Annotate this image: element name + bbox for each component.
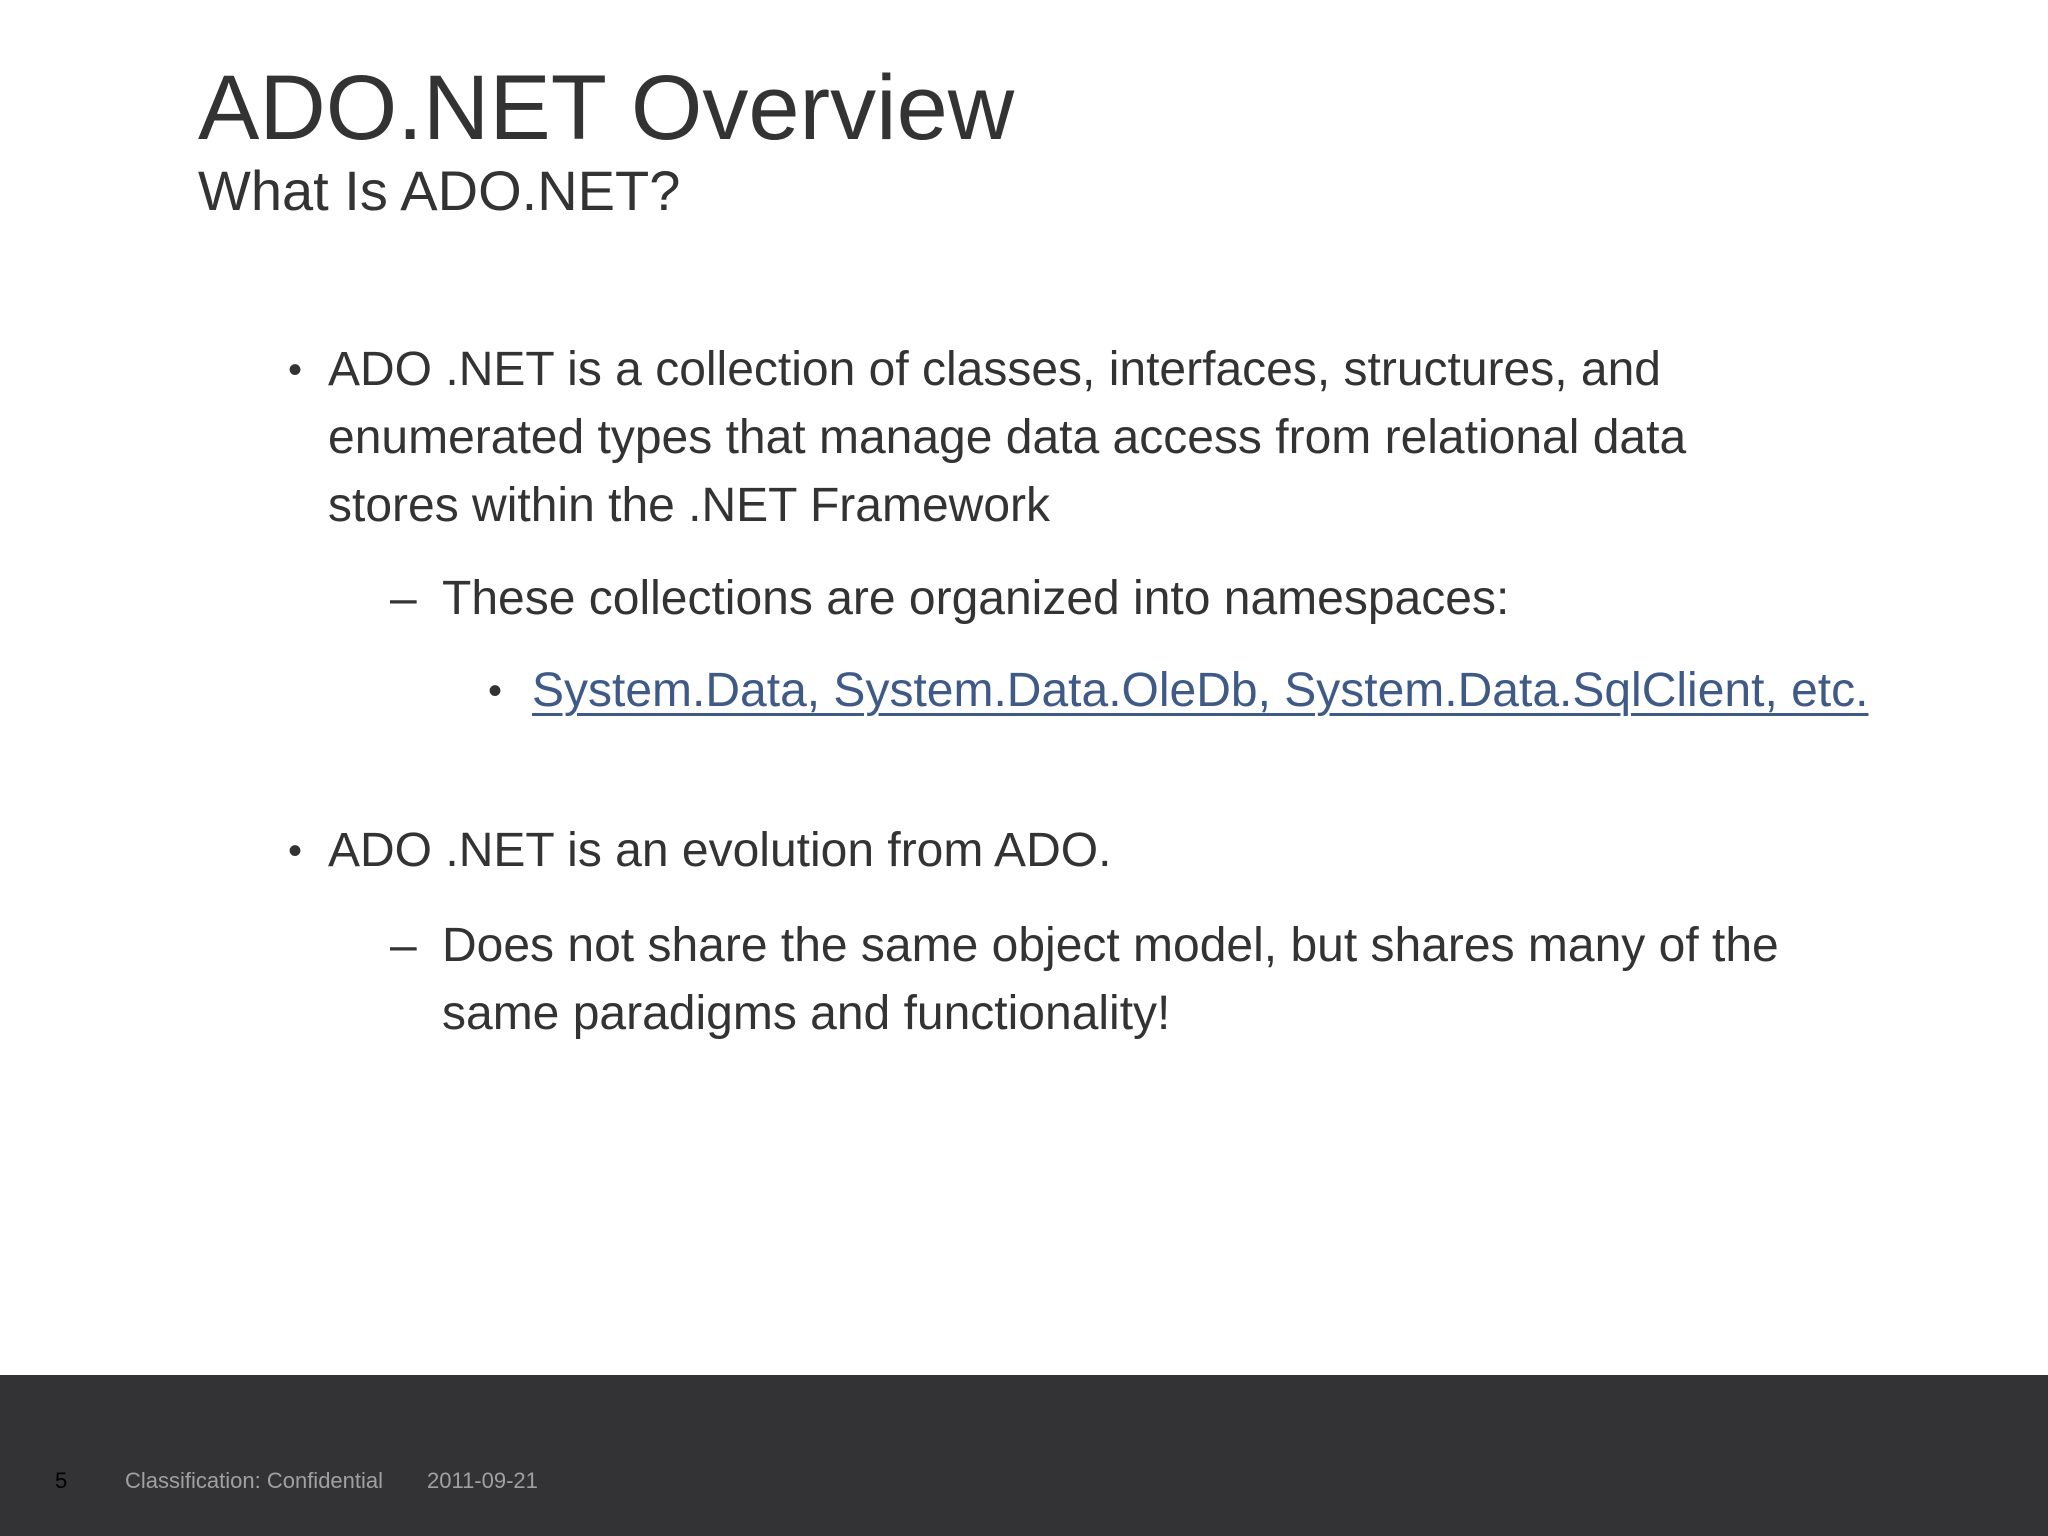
page-number: 5: [55, 1468, 68, 1493]
sub-sub-bullet-item: [488, 657, 1872, 725]
bullet-text: Does not share the same object model, but shares many of the same paradigms and functionality!: [442, 919, 1779, 1040]
dash-marker: –: [390, 572, 417, 625]
bullet-marker: •: [288, 829, 303, 873]
bullet-item: [288, 817, 1808, 885]
slide-title: ADO.NET Overview: [198, 57, 1015, 159]
bullet-item: [288, 336, 1808, 540]
footer-date: 2011-09-21: [427, 1468, 538, 1493]
dash-marker: –: [390, 919, 417, 972]
sub-bullet-item: [390, 565, 1862, 633]
bullet-text: These collections are organized into namespaces:: [442, 572, 1510, 625]
bullet-marker: •: [488, 669, 503, 713]
bullet-marker: •: [288, 348, 303, 392]
namespaces-link[interactable]: System.Data, System.Data.OleDb, System.Data.SqlClient, etc.: [532, 664, 1869, 717]
bullet-text: ADO .NET is a collection of classes, interfaces, structures, and enumerated types that manage data access from relational data stores within the .NET Framework: [328, 343, 1687, 532]
classification-label: Classification: Confidential: [125, 1468, 384, 1493]
footer-bar: [0, 1375, 2048, 1536]
bullet-text: ADO .NET is an evolution from ADO.: [328, 824, 1112, 877]
slide-subtitle: What Is ADO.NET?: [198, 159, 681, 222]
sub-bullet-item: [390, 912, 1882, 1048]
